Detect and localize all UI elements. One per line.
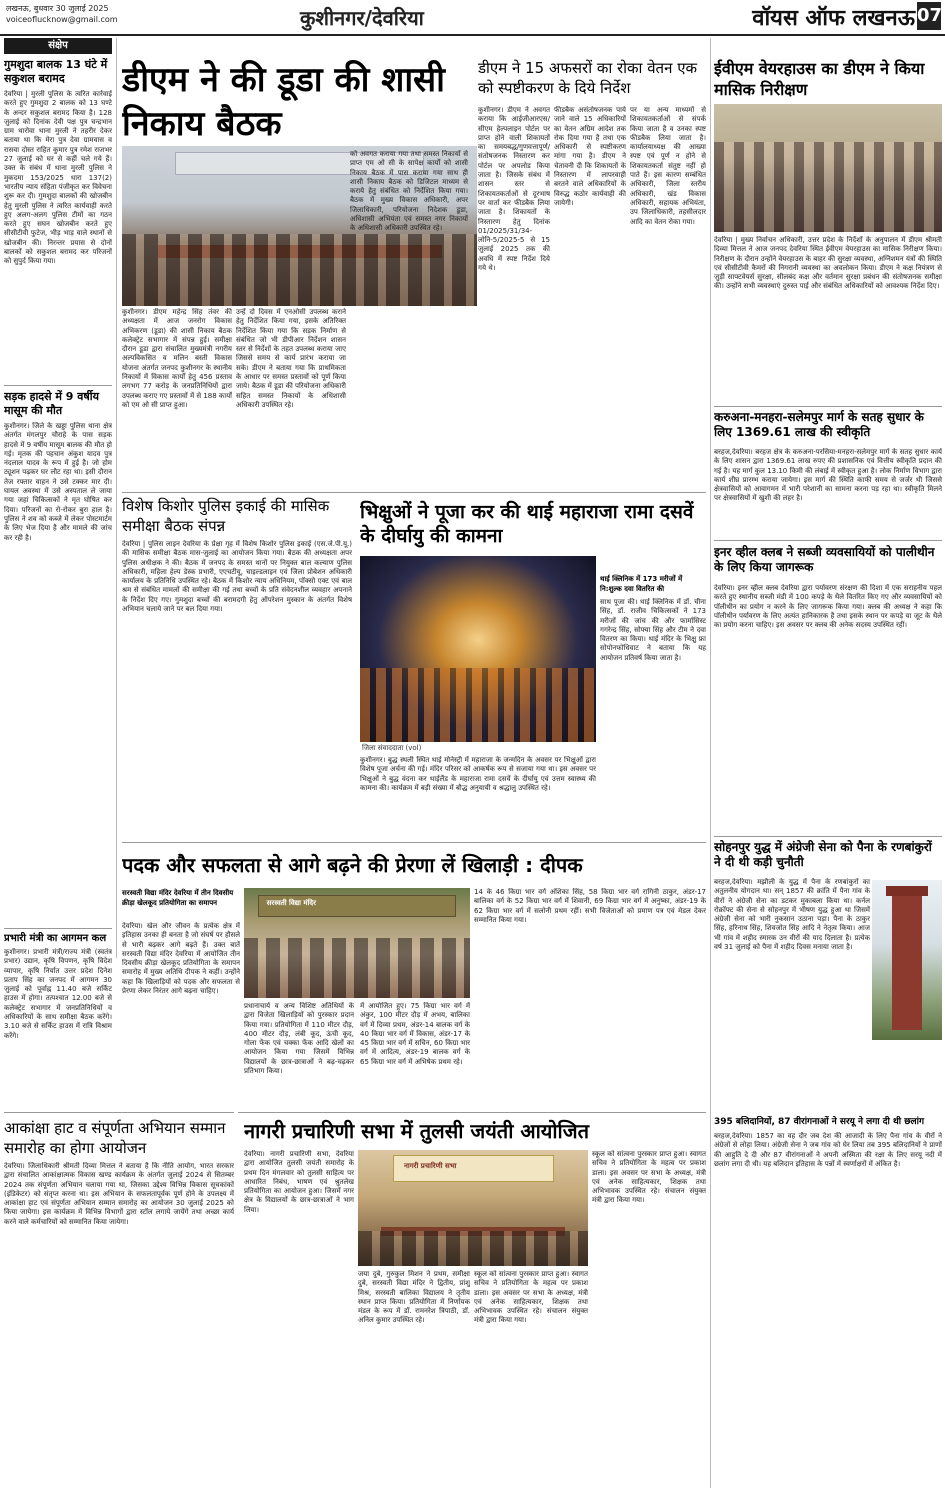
tulsi-headline: नागरी प्रचारिणी सभा में तुलसी जयंती आयोजित [244,1119,589,1143]
salary-body-c: पर या अन्य माध्यमों से शिकायतकर्ताओं से संपर्क किया जाता है व उनका स्पष्ट फीडबैक लिया जाता है। कार्यालयाध्यक्ष की आख्या स्पष्ट एवं पूर्ण न होने से शिकायतकर्ता संतुष्ट नहीं हो पाते हैं। इस कारण सम्बंधित अधिकारी, जिला स्तरीय अधिकारी, खंड विकास अधिकारी, सहायक अभियंता, उप जिलाधिकारी, तहसीलदार आदि का वेतन रोका गया। [630,106,706,226]
sports-photo [244,888,470,998]
lead-body-a: कुशीनगर। डीएम महेन्द्र सिंह तंवर की अध्यक्षता में आज जनरोग विकास अभिकरण (डूडा) की शासी निकाय बैठक कलेक्ट्रेट सभागार में संपन्न हुई। समीक्षा दौरान डूडा द्वारा संचालित मुख्यमंत्री नगरीय अल्पविकसित व मलिन बस्ती विकास योजना अंतर्गत जनपद कुशीनगर के स्थानीय निकायों में विकास कार्यों हेतु 456 प्रस्ताव लगभग 77 करोड़ के जनप्रतिनिधियों द्वारा उपलब्ध कराए गए प्रस्तावों में से 188 कार्यों को एम ओ सी प्राप्त हुआ। [122,308,232,409]
temple-photo [360,556,596,742]
club-body: देवरिया। इनर व्हील क्लब देवरिया द्वारा पर्यावरण संरक्षण की दिशा में एक सराहनीय पहल करते हुए स्थानीय सब्जी मंडी में 100 कपड़े के थैले वितरित किए गए और व्यवसायियों को पॉलीथीन का प्रयोग न करने के लिए जागरूक किया गया। क्लब की अध्यक्ष ने कहा कि पॉलीथीन पर्यावरण के लिए अत्यंत हानिकारक है तथा इसके स्थान पर कपड़े या जूट के थैले का प्रयोग करना चाहिए। इस अवसर पर क्लब की अनेक सदस्य उपस्थित रहीं। [714,584,942,630]
divider [4,1112,234,1113]
masthead [0,0,945,36]
divider [122,842,706,843]
brief-1-body: देवरिया | मुरली पुलिस के त्वरित कार्रवाई करते हुए गुमशुदा 2 बालक को 13 घण्टे के अन्दर सकुशल बरामद किया है। 128 जुलाई को दिनांक देवी पक्ष पुत्र चन्द्रभान ग्राम थारोवा थाना मुरली ने तहरीर देकर बताया था कि मेरा पुत्र देवा ग्रामवास व रासवा दोस्त राहित कुमार पुत्र रमेश राजभर 27 जुलाई को घर से कहीं चले गये हैं। उक्त के संबंध में थाना मुरली पुलिस ने मुकदमा 153/2025 धारा 137(2) भारतीय न्याय संहिता पंजीकृत कर विवेचना शुरू कर दी। गुमशुदा बालकों की खोजबीन हेतु मुरली पुलिस ने त्वरित कार्यवाही करते हुए अलग-अलग पुलिस टीमों का गठन करते हुए सघन खोजबीन करते हुए सीसीटीवी फुटेज, भीड़ भाड़ वाले स्थानों से खोजबीन की। निरन्तर प्रयास से दोनों बालकों को सकुशल बरामद कर परिजनों को सुपुर्द किया गया। [4,90,112,266]
tower-body: बरहज,देवरिया। मझौली के युद्ध में पैना के रणबांकुरों का अतुलनीय योगदान था। सन् 1857 की क्रांति में पैना गांव के वीरों ने अंग्रेजी सेना का डटकर मुकाबला किया था। कर्नल रोक्रॉफ्ट की सेना से सोहनपुर में भीषण युद्ध हुआ था जिसमें अंग्रेजी सेना को भारी नुकसान उठाना पड़ा। पैना के ठाकुर सिंह, हरिनाथ सिंह, शिवजोत सिंह आदि ने नेतृत्व किया। आज भी गांव में शहीद स्मारक उन वीरों की याद दिलाता है। प्रत्येक वर्ष 31 जुलाई को पैना में शहीद दिवस मनाया जाता है। [714,878,870,952]
divider [714,540,942,541]
masthead-dateline [6,3,118,25]
memorial-photo [872,880,942,1040]
lead-headline: डीएम ने की डूडा की शासी निकाय बैठक [122,60,445,144]
sports-banner-text: सरस्वती विद्या मंदिर [266,899,316,907]
divider [4,385,112,386]
section-title: कुशीनगर/देवरिया [300,6,424,30]
page-number: 07 [917,2,941,30]
lead-body-c: को अवगत कराया गया तथा समस्त निकायों से प्राप्त एम ओ सी के सापेक्ष कार्यों को शासी निकाय बैठक में पास कराया गया साथ ही शासी निकाय बैठक को डिजिटल माध्यम से कराये हेतु संबंधित को निर्देशित किया गया। बैठक में मुख्य विकास अधिकारी, अपर जिलाधिकारी, परियोजना निदेशक डूडा, अधिशासी अभियंता एवं समस्त नगर निकायों के अधिशासी अधिकारी उपस्थित रहे। [350,150,468,233]
abhiyan-headline: आकांक्षा हाट व संपूर्णता अभियान सम्मान समारोह का होगा आयोजन [4,1119,226,1157]
monks-sidebar-head: थाई क्लिनिक में 173 मरीजों में नि:शुल्क दवा वितरित की [600,575,683,593]
column-rule [116,38,117,958]
warehouse-photo [714,104,942,232]
tower-subheadline: 395 बलिदानियों, 87 वीरांगनाओं ने सरयू ने लगा दी थी छलांग [714,1117,925,1127]
brief-2-headline: सड़क हादसे में 9 वर्षीय मासूम की मौत [4,390,99,417]
brief-3-body: कुशीनगर। प्रभारी मंत्री/राज्य मंत्री (स्वतंत्र प्रभार) उद्यान, कृषि विपणन, कृषि विदेश व्यापार, कृषि निर्यात उत्तर प्रदेश दिनेश प्रताप सिंह का जनपद में आगमन 30 जुलाई को पूर्वाह्न 11.40 बजे सर्किट हाउस में होगा। तत्पश्चात 12.00 बजे से कलेक्ट्रेट सभागार में जनप्रतिनिधियों व अधिकारियों के साथ समीक्षा बैठक करेंगे। 3.10 बजे से सर्किट हाउस में रात्रि विश्राम करेंगे। [4,948,112,1040]
sports-body-b: प्रधानाचार्य व अन्य विशिष्ट अतिथियों के द्वारा विजेता खिलाड़ियों को पुरस्कार प्रदान किया गया। प्रतियोगिता में 110 मीटर दौड़, 400 मीटर दौड़, लंबी कूद, ऊंची कूद, गोला फेंक एवं चक्का फेंक आदि खेलों का आयोजन किया गया जिसमें विभिन्न विद्यालयों के छात्र-छात्राओं ने बढ़-चढ़कर प्रतिभाग किया। [244,1002,354,1076]
monks-headline: भिक्षुओं ने पूजा कर की थाई महाराजा रामा दसवें के दीर्घायु की कामना [360,501,694,547]
divider [122,492,706,493]
sports-body-d: 14 के 46 किग्रा भार वर्ग अंशिका सिंह, 58 किग्रा भार वर्ग रागिनी ठाकुर, अंडर-17 बालिका वर्ग के 52 किग्रा भार वर्ग में शिवानी, 69 किग्रा भार वर्ग में अनुष्का, अंडर-19 के 62 किग्रा भार वर्ग में सलोनी प्रथम रहीं। सभी विजेताओं को प्रमाण पत्र एवं मेडल देकर सम्मानित किया गया। [474,888,706,924]
monks-body-b: साथ पूजा की। थाई क्लिनिक में डॉ. चीना सिंह, डॉ. राजीव चिकित्सकों ने 173 मरीजों की जांच की और फार्मासिस्ट गगरेन्द्र सिंह, सोफ्या सिंह और टीम ने दवा वितरण का किया। थाई मंदिर के भिक्षु फ्रा सोपोनफोधिवाट ने बताया कि यह आयोजन प्रतिवर्ष किया जाता है। [600,598,706,662]
sports-body-a: देवरिया। खेल और जीवन के प्रत्येक क्षेत्र में इतिहास उनका ही बनता है जो संघर्ष पर हौसले से भारी बढ़कर आगे बढ़ते हैं। उक्त बातें सरस्वती विद्या मंदिर देवरिया में आयोजित तीन दिवसीय क्रीड़ा खेलकूद प्रतियोगिता के समापन समारोह में मुख्य अतिथि दीपक ने कहीं। उन्होंने कहा कि खिलाड़ियों को पदक और सफलता से प्रेरणा लेकर निरंतर आगे बढ़ना चाहिए। [122,922,240,996]
column-rule [710,38,711,1488]
lead-body-b: उन्हें दो दिवस में एनओसी उपलब्ध कराने हेतु निर्देशित किया गया, इसके अतिरिक्त निर्देशित किया गया कि सड़क निर्माण से संबंधित जो भी डीपीआर निर्देशन शासन स्तर से निर्देशों के तहत उपलब्ध कराया जाए जिससे समय से कार्य प्रारंभ कराया जा सके। डीएम ने बताया गया कि प्राथमिकता के आधार पर समस्त प्रस्तावों को पूर्ण किया जाये। बैठक में डूडा की परियोजना अधिकारी सहित समस्त निकायों के अधिशासी अधिकारी उपस्थित रहे। [236,308,346,409]
divider [714,836,942,837]
tulsi-banner-text: नागरी प्रचारिणी सभा [404,1161,457,1170]
date-line: लखनऊ, बुधवार 30 जुलाई 2025 [6,4,109,13]
sports-sidebar-head: सरस्वती विद्या मंदिर देवरिया में तीन दिवसीय क्रीड़ा खेलकूद प्रतियोगिता का समापन [122,889,234,907]
divider [714,406,942,407]
brief-3-headline: प्रभारी मंत्री का आगमन कल [4,933,107,944]
sports-headline: पदक और सफलता से आगे बढ़ने की प्रेरणा लें खिलाड़ी : दीपक [122,853,583,877]
sports-body-c: में आयोजित हुए। 75 किग्रा भार वर्ग में अंकुर, 100 मीटर दौड़ में अभय, बालिका वर्ग में दिव्या प्रथम, अंडर-14 बालक वर्ग के 40 किग्रा भार वर्ग में विकास, अंडर-17 के 45 किग्रा भार वर्ग में सचिन, 60 किग्रा भार वर्ग में आदित्य, अंडर-19 बालक वर्ग के 65 किग्रा भार वर्ग में अभिषेक प्रथम रहे। [360,1002,470,1066]
monks-body-a: कुशीनगर। बुद्ध स्थली स्थित थाई मोनेस्ट्री में महाराजा के जन्मदिन के अवसर पर भिक्षुओं द्वारा विशेष पूजा अर्चना की गई। मंदिर परिसर को आकर्षक रूप से सजाया गया था। इस अवसर पर भिक्षुओं ने बुद्ध वंदना कर थाईलैंड के महाराजा रामा दसवें के दीर्घायु एवं उत्तम स्वास्थ्य की कामना की। कार्यक्रम में बड़ी संख्या में बौद्ध अनुयायी व श्रद्धालु उपस्थित रहे। [360,756,596,792]
road-headline: करुअना-मनहरा-सलेमपुर मार्ग के सतह सुधार के लिए 1369.61 लाख की स्वीकृति [714,410,924,439]
salary-body-b: फीडबैक असंतोषजनक पाये जाने वाले 15 अधिकारियों का वेतन अग्रिम आदेश तक रोक दिया गया है तथा एक अधिकारी से स्पष्टीकरण मांगा गया है। डीएम ने चेतावनी दी कि शिकायतों के निस्तारण में लापरवाही बरतने वाले अधिकारियों के विरुद्ध कठोर कार्यवाही की जायेगी। [554,106,626,207]
club-headline: इनर व्हील क्लब ने सब्जी व्यवसायियों को पालीथीन के लिए किया जागरूक [714,545,935,574]
site-line: voiceoflucknow@gmail.com [6,15,118,24]
tulsi-body-a: देवरिया। नागरी प्रचारिणी सभा, देवरिया द्वारा आयोजित तुलसी जयंती समारोह के प्रथम दिन मंगलवार को तुलसी साहित्य पर आधारित निबंध, भाषण एवं श्रुतलेख प्रतियोगिता का आयोजन हुआ। जिसमें नगर क्षेत्र के विद्यालयों के छात्र-छात्राओं ने भाग लिया। [244,1150,354,1214]
tower-headline: सोहनपुर युद्ध में अंग्रेजी सेना को पैना के रणबांकुरों ने दी थी कड़ी चुनौती [714,840,932,869]
divider [4,928,112,929]
tulsi-body-c-left: स्कूल को सांत्वना पुरस्कार प्राप्त हुआ। स्वागत सचिव ने प्रतियोगिता के महत्व पर प्रकाश डाला। इस अवसर पर सभा के अध्यक्ष, मंत्री एवं अनेक साहित्यकार, शिक्षक तथा अभिभावक उपस्थित रहे। संचालन संयुक्त मंत्री द्वारा किया गया। [474,1270,588,1325]
paper-name: वॉयस ऑफ लखनऊ [752,6,915,31]
temple-caption: जिला संवाददाता (vol) [362,744,422,752]
evm-headline: ईवीएम वेयरहाउस का डीएम ने किया मासिक निरीक्षण [714,59,925,99]
abhiyan-body: देवरिया। जिलाधिकारी श्रीमती दिव्या मित्तल ने बताया है कि नीति आयोग, भारत सरकार द्वारा संचालित आकांक्षात्मक विकास खण्ड कार्यक्रम के अंतर्गत जुलाई 2024 से सितम्बर 2024 तक संपूर्णता अभियान चलाया गया था, जिसका उद्देश्य विभिन्न विकास सूचकांकों (इंडिकेटर) को संतृप्त करना था। इस अभियान के सफलतापूर्वक पूर्ण होने के उपलक्ष्य में आकांक्षा हाट एवं संपूर्णता अभियान सम्मान समारोह का आयोजन 30 जुलाई 2025 को किया जायेगा। इस कार्यक्रम में विभिन्न विभागों द्वारा स्टॉल लगाये जायेंगे तथा अच्छा कार्य करने वाले कर्मचारियों को सम्मानित किया जायेगा। [4,1162,234,1226]
tulsi-body-c: स्कूल को सांत्वना पुरस्कार प्राप्त हुआ। स्वागत सचिव ने प्रतियोगिता के महत्व पर प्रकाश डाला। इस अवसर पर सभा के अध्यक्ष, मंत्री एवं अनेक साहित्यकार, शिक्षक तथा अभिभावक उपस्थित रहे। संचालन संयुक्त मंत्री द्वारा किया गया। [592,1150,706,1205]
brief-1-headline: गुमशुदा बालक 13 घंटे में सकुशल बरामद [4,58,108,85]
salary-body-a: कुशीनगर। डीएम ने अवगत कराया कि आईजीआरएस/ सीएम हेल्पलाइन पोर्टल पर प्राप्त होने वाली शिकायतों का समयबद्ध/गुणवत्तापूर्ण/संतोषजनक निस्तारण कर पोर्टल पर अपलोड किया जाता है। जिसके संबंध में शासन स्तर से शिकायतकर्ताओं से दूरभाष पर वार्ता कर फीडबैक लिया जाता है। शिकायतों के निस्तारण हेतु दिनांक 01/2025/31/34-लोनि-5/2025-5 से 15 जुलाई 2025 तक की अवधि में स्पष्ट निर्देश दिये गये थे। [478,106,550,273]
police-headline: विशेष किशोर पुलिस इकाई की मासिक समीक्षा बैठक संपन्न [122,497,330,535]
tulsi-body-b: जया दुबे, गुरुकुल मिशन ने प्रथम, समीक्षा दुबे, सरस्वती विद्या मंदिर ने द्वितीय, प्रांशु मिश्र, सरस्वती बालिका विद्यालय ने तृतीय स्थान प्राप्त किया। प्रतियोगिता में निर्णायक मंडल के रूप में डॉ. रामनरेश त्रिपाठी, डॉ. अनिल कुमार उपस्थित रहे। [358,1270,470,1325]
evm-body: देवरिया | मुख्य निर्वाचन अधिकारी, उत्तर प्रदेश के निर्देशों के अनुपालन में डीएम श्रीमती दिव्या मित्तल ने आज जनपद देवरिया स्थित ईवीएम वेयरहाउस का मासिक निरीक्षण किया। निरीक्षण के दौरान उन्होंने वेयरहाउस के बाहर की सुरक्षा व्यवस्था, अग्निशमन यंत्रों की स्थिति एवं सीसीटीवी कैमरों की निगरानी व्यवस्था का अवलोकन किया। डीएम ने कक्ष नियंत्रण से जुड़ी साफ्टवेयर्स सुरक्षा, सीलबंद कक्ष और वर्तमान सुरक्षा प्रबंधन की संतोषजनक समीक्षा की। उन्होंने सभी व्यवस्थाएं दुरुस्त पाई और संबंधित अधिकारियों को आवश्यक निर्देश दिए। [714,236,942,291]
tulsi-photo [358,1150,588,1266]
police-body: देवरिया | पुलिस लाइन देवरिया के प्रेक्षा गृह में विशेष किशोर पुलिस इकाई (एस.जे.पी.यू.) की मासिक समीक्षा बैठक मास-जुलाई का आयोजन किया गया। बैठक की अध्यक्षता अपर पुलिस अधीक्षक ने की। बैठक में जनपद के समस्त थानों पर नियुक्त बाल कल्याण पुलिस अधिकारी, महिला हेल्प डेस्क प्रभारी, एएचटीयू, चाइल्डलाइन एवं जिला प्रोबेशन अधिकारी कार्यालय के प्रतिनिधि उपस्थित रहे। बैठक में किशोर न्याय अधिनियम, पॉक्सो एक्ट एवं बाल श्रम से संबंधित मामलों की समीक्षा की गई तथा बच्चों के प्रति संवेदनशील व्यवहार अपनाने के निर्देश दिए गए। गुमशुदा बच्चों की बरामदगी हेतु ऑपरेशन मुस्कान के अंतर्गत विशेष अभियान चलाये जाने पर बल दिया गया। [122,540,352,614]
brief-2-body: कुशीनगर। जिले के खड्डा पुलिस थाना क्षेत्र अंतर्गत मंगलपुर चौराहे के पास सड़क हादसे में 9 वर्षीय मासूम बालक की मौत हो गई। मृतक की पहचान अंकुश यादव पुत्र नंदलाल यादव के रूप में हुई है। जो होम ट्यूशन पढ़कर घर लौट रहा था। इसी दौरान तेज रफ्तार वाहन ने उसे टक्कर मार दी। घायल अवस्था में उसे अस्पताल ले जाया गया जहां चिकित्सकों ने मृत घोषित कर दिया। परिजनों का रो-रोकर बुरा हाल है। पुलिस ने शव को कब्जे में लेकर पोस्टमार्टम के लिए भेज दिया है और मामले की जांच कर रही है। [4,422,112,542]
divider [238,1112,706,1113]
brief-tag: संक्षेप [4,38,112,54]
salary-headline: डीएम ने 15 अफसरों का रोका वेतन एक को स्पष्टीकरण के दिये निर्देश [478,59,698,97]
road-body: बरहज,देवरिया। बरहज क्षेत्र के करुअना-परसिया-मनहरा-सलेमपुर मार्ग के सतह सुधार कार्य के लिए शासन द्वारा 1369.61 लाख रुपए की प्रशासनिक एवं वित्तीय स्वीकृति प्रदान की गई है। यह मार्ग कुल 13.10 किमी की लंबाई में स्वीकृत हुआ है। लोक निर्माण विभाग द्वारा कार्य शीघ्र प्रारम्भ कराया जायेगा। इस मार्ग की स्थिति काफी समय से जर्जर थी जिससे क्षेत्रवासियों को आवागमन में भारी परेशानी का सामना करना पड़ रहा था। स्वीकृति मिलने पर क्षेत्रवासियों में खुशी की लहर है। [714,448,942,503]
tower-sub-body: बरहज,देवरिया। 1857 का वह दौर जब देश की आजादी के लिए पैना गांव के वीरों ने अंग्रेजों से लोहा लिया। अंग्रेजी सेना ने जब गांव को घेर लिया तब 395 बलिदानियों ने प्राणों की आहुति दे दी और 87 वीरांगनाओं ने अपनी अस्मिता की रक्षा के लिए सरयू नदी में छलांग लगा दी थी। यह बलिदान इतिहास के पन्नों में स्वर्णाक्षरों में अंकित है। [714,1132,942,1168]
